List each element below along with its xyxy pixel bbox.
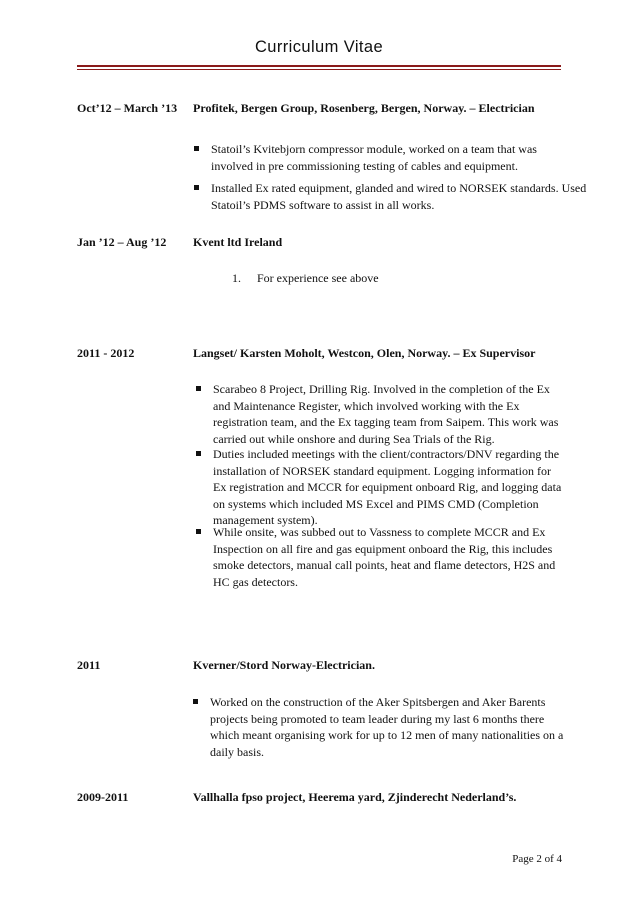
- entry-date: Jan ’12 – Aug ’12: [77, 235, 167, 249]
- page-number: Page 2 of 4: [512, 853, 562, 865]
- list-item: [232, 271, 379, 286]
- bullet-square-icon: [193, 699, 198, 704]
- header-rule-thick: [77, 65, 561, 67]
- list-item: While onsite, was subbed out to Vassness to complete MCCR and Ex Inspection on all fire and gas equipment onboard the Rig, this includes smoke detectors, manual call points, heat and flame detectors, H2S and HC gas detectors.: [213, 524, 565, 590]
- bullet-square-icon: [196, 386, 201, 391]
- bullet-square-icon: [196, 451, 201, 456]
- entry-date: Oct’12 – March ’13: [77, 101, 178, 115]
- entry-title: Langset/ Karsten Moholt, Westcon, Olen, Norway. – Ex Supervisor: [193, 346, 536, 360]
- bullet-square-icon: [196, 529, 201, 534]
- entry-date: 2011: [77, 658, 101, 672]
- entry-title: Kverner/Stord Norway-Electrician.: [193, 658, 375, 672]
- list-number: 1.: [232, 271, 241, 285]
- entry-date: 2011 - 2012: [77, 346, 135, 360]
- bullet-square-icon: [194, 185, 199, 190]
- entry-title: Kvent ltd Ireland: [193, 235, 283, 249]
- entry-title: Vallhalla fpso project, Heerema yard, Zjinderecht Nederland’s.: [193, 790, 517, 804]
- list-item-text: For experience see above: [257, 271, 379, 285]
- list-item: Worked on the construction of the Aker Spitsbergen and Aker Barents projects being promoted to team leader during my last 6 months there which meant organising work for up to 12 men of many nationalities on a daily basis.: [210, 694, 568, 760]
- page-header-title: Curriculum Vitae: [254, 38, 384, 56]
- list-item: Duties included meetings with the client/contractors/DNV regarding the installation of NORSEK standard equipment. Logging information for Ex registration and MCCR for equipment onboard Rig, and logging data on systems which included MS Excel and PIMS CMD (Completion management system).: [213, 446, 565, 529]
- bullet-square-icon: [194, 146, 199, 151]
- list-item: Installed Ex rated equipment, glanded and wired to NORSEK standards. Used Statoil’s PDMS software to assist in all works.: [211, 180, 587, 213]
- entry-date: 2009-2011: [77, 790, 129, 804]
- list-item: Scarabeo 8 Project, Drilling Rig. Involved in the completion of the Ex and Maintenance Register, which involved working with the Ex registration team, and the Ex tagging team from Saipem. This work was carried out while onshore and during Sea Trials of the Rig.: [213, 381, 563, 447]
- entry-title: Profitek, Bergen Group, Rosenberg, Bergen, Norway. – Electrician: [193, 101, 535, 115]
- list-item: Statoil’s Kvitebjorn compressor module, worked on a team that was involved in pre commissioning testing of cables and equipment.: [211, 141, 561, 174]
- header-rule-thin: [77, 69, 561, 70]
